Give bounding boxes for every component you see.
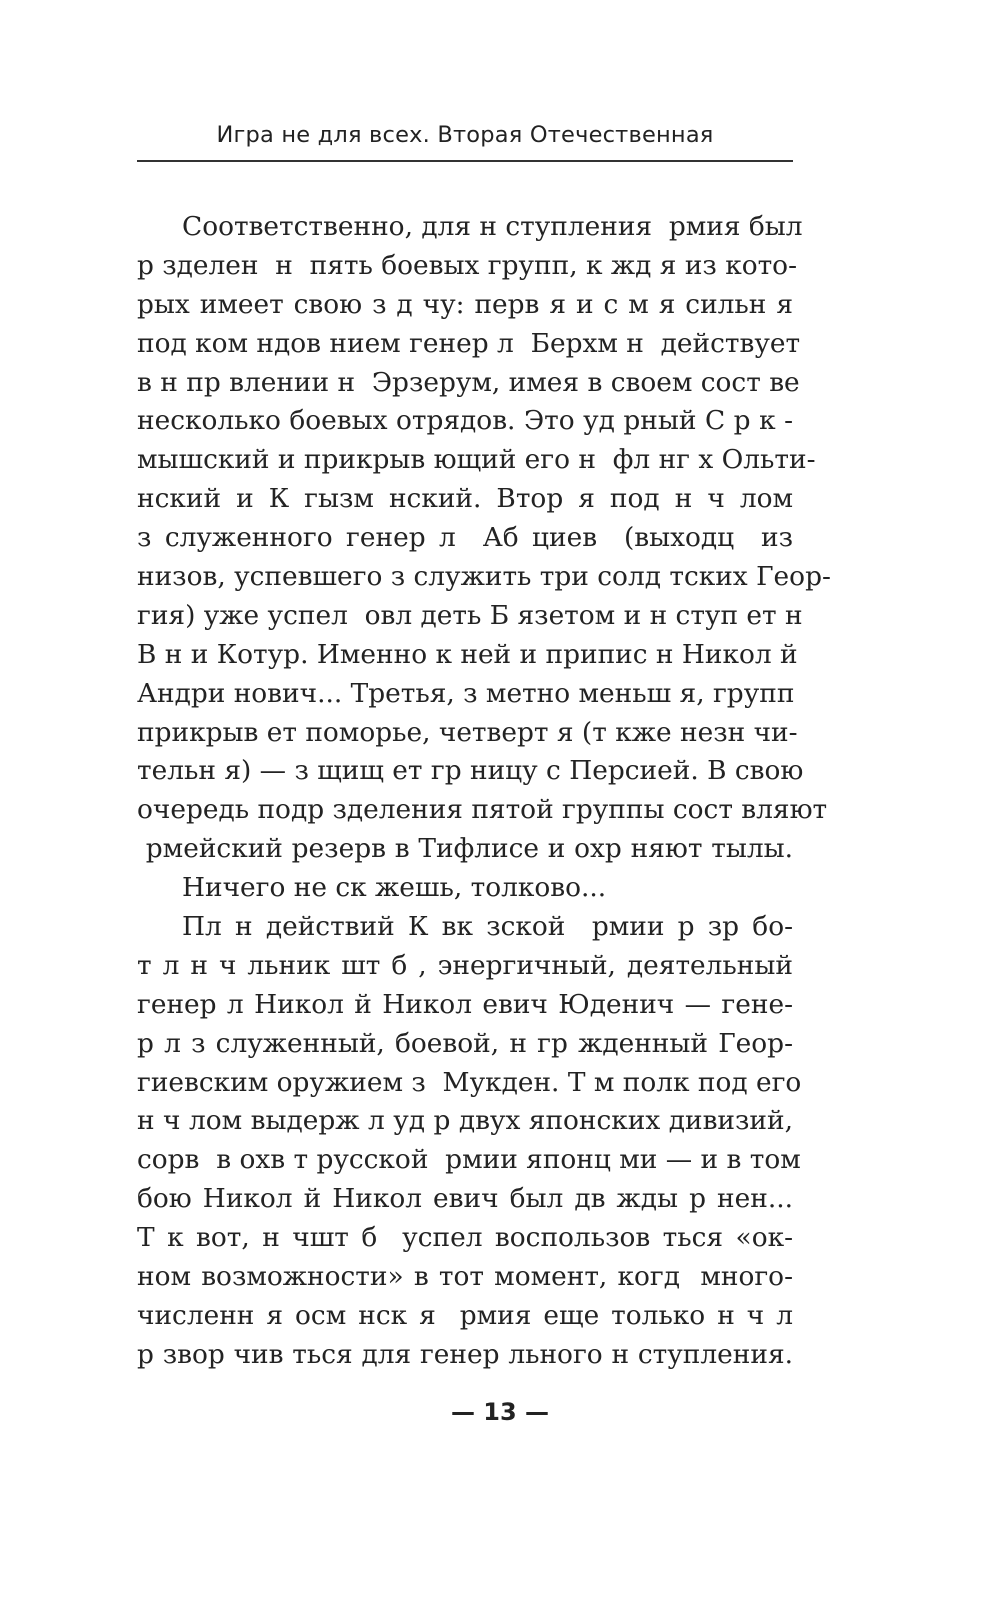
text-line: генер л Никол й Никол евич Юденич — гене- (137, 988, 793, 1020)
text-line: Андри нович... Третья, з метно меньш я, групп (137, 677, 795, 709)
running-head-title: Игра не для всех. Вторая Отечественная (216, 122, 714, 148)
text-line: численн я осм нск я рмия еще только н ч л (137, 1299, 793, 1331)
text-line: бою Никол й Никол евич был дв жды р нен... (137, 1183, 793, 1215)
text-line: гиевским оружием з Мукден. Т м полк под его (137, 1066, 802, 1098)
text-line: з служенного генер л Аб циев (выходц из (137, 522, 793, 554)
text-line: рых имеет свою з д чу: перв я и с м я сильн я (137, 288, 793, 320)
text-line: т л н ч льник шт б , энергичный, деятельный (137, 949, 793, 981)
text-line: тельн я) — з щищ ет гр ницу с Персией. В свою (137, 755, 804, 787)
text-line: р зделен н пять боевых групп, к жд я из кото- (137, 249, 797, 281)
page-number: — 13 — (450, 1398, 550, 1426)
text-line: Пл н действий К вк зской рмии р зр бо- (182, 911, 793, 943)
text-line: Т к вот, н чшт б успел воспользов ться «ок- (137, 1222, 793, 1254)
text-line: ном возможности» в тот момент, когд много- (137, 1261, 793, 1293)
text-line: нский и К гызм нский. Втор я под н ч лом (137, 483, 793, 515)
header-rule (137, 160, 793, 162)
text-line: р звор чив ться для генер льного н ступления. (137, 1338, 793, 1370)
text-line: н ч лом выдерж л уд р двух японских дивизий, (137, 1105, 793, 1137)
text-line: несколько боевых отрядов. Это уд рный С р к - (137, 405, 793, 437)
text-line: в н пр влении н Эрзерум, имея в своем сост ве (137, 366, 800, 398)
text-line: под ком ндов нием генер л Берхм н действует (137, 327, 801, 359)
text-line: мышский и прикрыв ющий его н фл нг х Ольти- (137, 444, 816, 476)
text-line: очередь подр зделения пятой группы сост вляют (137, 794, 828, 826)
text-line: низов, успевшего з служить три солд тских Геор- (137, 561, 831, 593)
body-text (137, 208, 831, 1375)
text-line: прикрыв ет поморье, четверт я (т кже незн чи- (137, 716, 798, 748)
text-line: гия) уже успел овл деть Б язетом и н ступ ет н (137, 599, 803, 631)
text-line: Соответственно, для н ступления рмия был (182, 211, 803, 242)
text-line: р л з служенный, боевой, н гр жденный Геор- (137, 1027, 793, 1059)
text-line: рмейский резерв в Тифлисе и охр няют тылы. (137, 833, 793, 865)
text-line: сорв в охв т русской рмии японц ми — и в том (137, 1144, 801, 1176)
text-line: Ничего не ск жешь, толково... (182, 872, 607, 904)
text-line: В н и Котур. Именно к ней и припис н Никол й (137, 638, 798, 670)
